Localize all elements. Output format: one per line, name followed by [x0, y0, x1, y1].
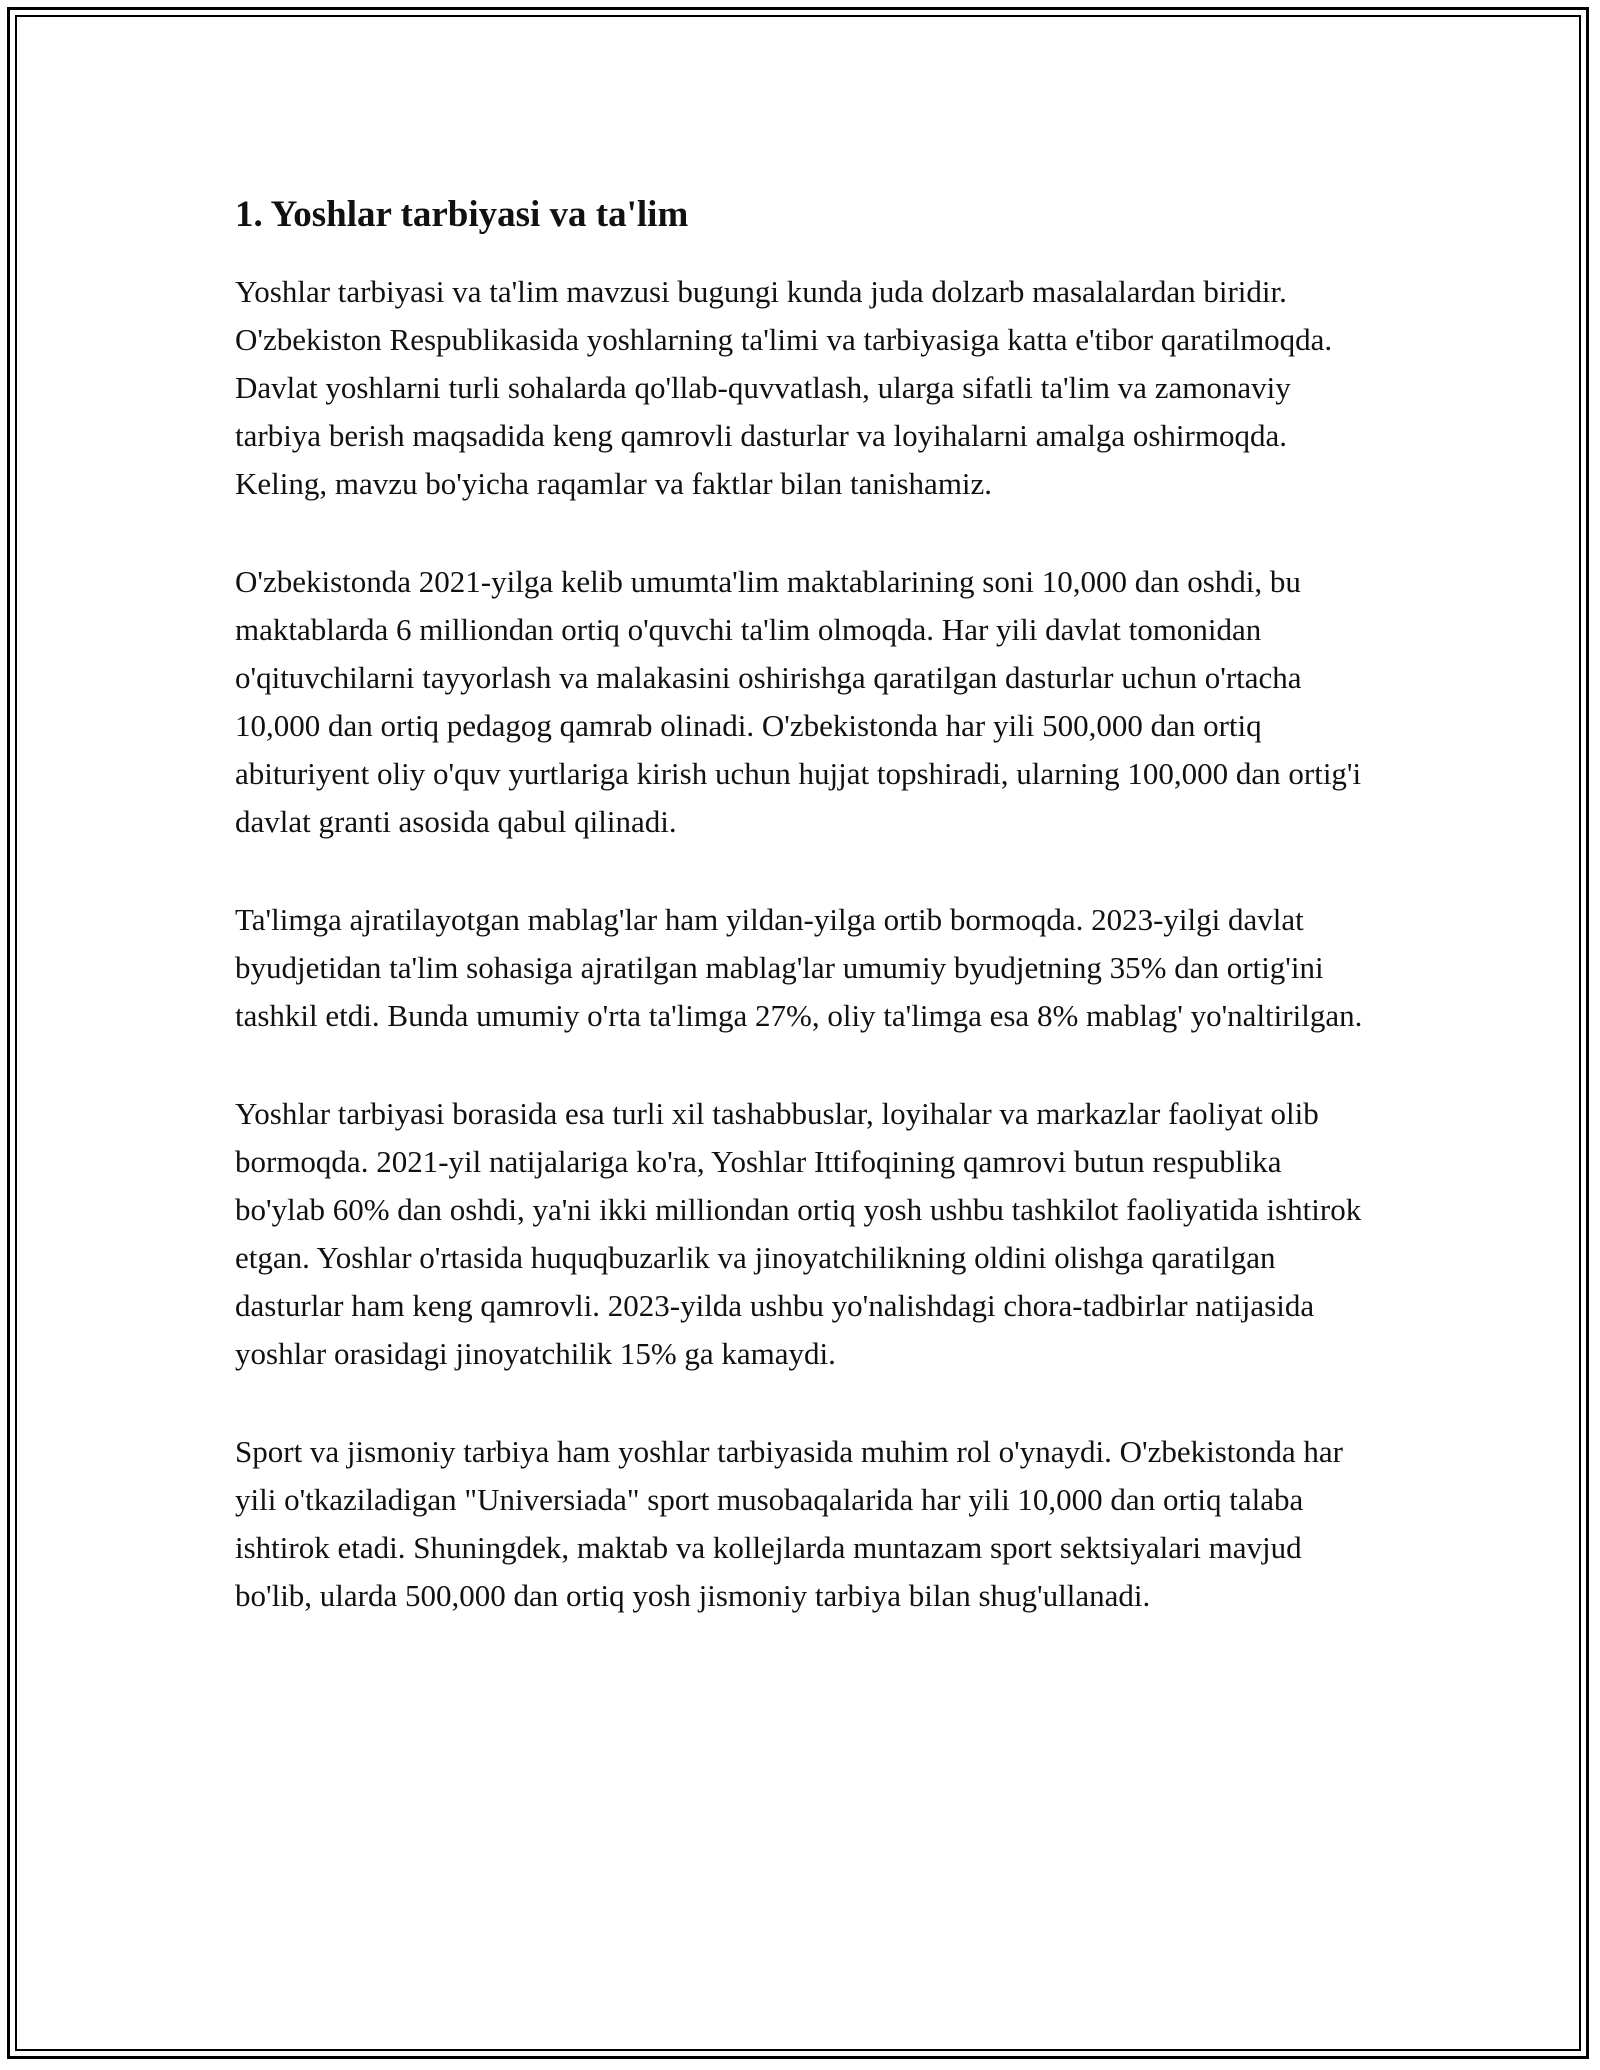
document-body — [235, 188, 1365, 1670]
paragraph-schools: O'zbekistonda 2021-yilga kelib umumta'lim maktablarining soni 10,000 dan oshdi, bu maktablarda 6 milliondan ortiq o'quvchi ta'lim olmoqda. Har yili davlat tomonidan o'qituvchilarni tayyorlash va malakasini oshirishga qaratilgan dasturlar uchun o'rtacha 10,000 dan ortiq pedagog qamrab olinadi. O'zbekistonda har yili 500,000 dan ortiq abituriyent oliy o'quv yurtlariga kirish uchun hujjat topshiradi, ularning 100,000 dan ortig'i davlat granti asosida qabul qilinadi. — [235, 564, 1362, 839]
paragraph-youth-programs: Yoshlar tarbiyasi borasida esa turli xil tashabbuslar, loyihalar va markazlar faoliyat olib bormoqda. 2021-yil natijalariga ko'ra, Yoshlar Ittifoqining qamrovi butun respublika bo'ylab 60% dan oshdi, ya'ni ikki milliondan ortiq yosh ushbu tashkilot faoliyatida ishtirok etgan. Yoshlar o'rtasida huquqbuzarlik va jinoyatchilikning oldini olishga qaratilgan dasturlar ham keng qamrovli. 2023-yilda ushbu yo'nalishdagi chora-tadbirlar natijasida yoshlar orasidagi jinoyatchilik 15% ga kamaydi. — [235, 1096, 1362, 1371]
paragraph-budget: Ta'limga ajratilayotgan mablag'lar ham yildan-yilga ortib bormoqda. 2023-yilgi davlat byudjetidan ta'lim sohasiga ajratilgan mablag'lar umumiy byudjetning 35% dan ortig'ini tashkil etdi. Bunda umumiy o'rta ta'limga 27%, oliy ta'limga esa 8% mablag' yo'naltirilgan. — [235, 902, 1363, 1033]
section-heading: 1. Yoshlar tarbiyasi va ta'lim — [235, 194, 689, 235]
paragraph-sport: Sport va jismoniy tarbiya ham yoshlar tarbiyasida muhim rol o'ynaydi. O'zbekistonda har yili o'tkaziladigan "Universiada" sport musobaqalarida har yili 10,000 dan ortiq talaba ishtirok etadi. Shuningdek, maktab va kollejlarda muntazam sport sektsiyalari mavjud bo'lib, ularda 500,000 dan ortiq yosh jismoniy tarbiya bilan shug'ullanadi. — [235, 1434, 1344, 1613]
paragraph-intro: Yoshlar tarbiyasi va ta'lim mavzusi bugungi kunda juda dolzarb masalalardan biridir. O'zbekiston Respublikasida yoshlarning ta'limi va tarbiyasiga katta e'tibor qaratilmoqda. Davlat yoshlarni turli sohalarda qo'llab-quvvatlash, ularga sifatli ta'lim va zamonaviy tarbiya berish maqsadida keng qamrovli dasturlar va loyihalarni amalga oshirmoqda. Keling, mavzu bo'yicha raqamlar va faktlar bilan tanishamiz. — [235, 274, 1333, 501]
